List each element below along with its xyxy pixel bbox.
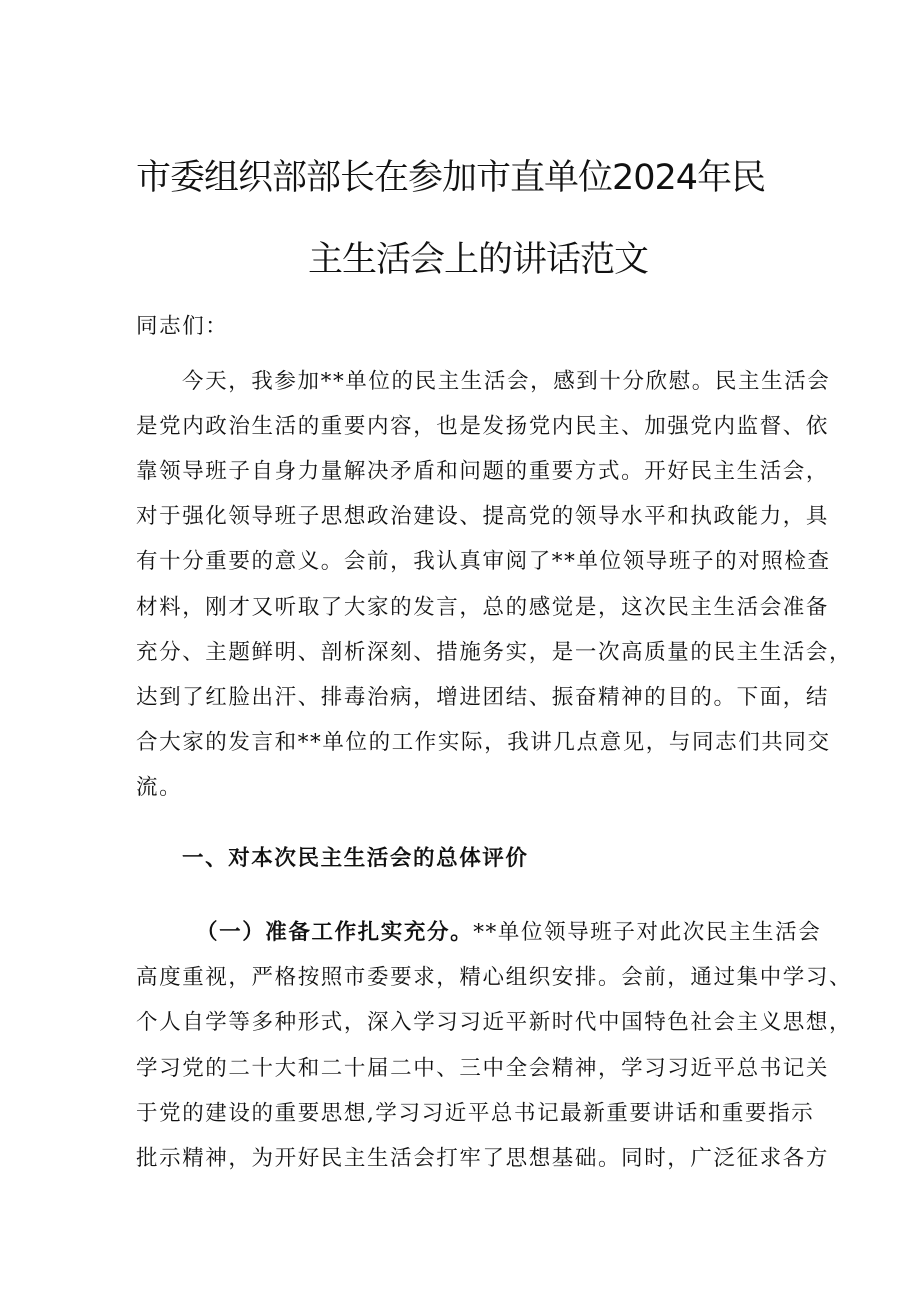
paragraph-1-line: 今天，我参加**单位的民主生活会，感到十分欣慰。民主生活会 bbox=[182, 369, 831, 394]
paragraph-1-line: 充分、主题鲜明、剖析深刻、措施务实，是一次高质量的民主生活会， bbox=[136, 640, 853, 665]
paragraph-1-line: 材料，刚才又听取了大家的发言，总的感觉是，这次民主生活会准备 bbox=[136, 595, 830, 620]
section-1-heading: 一、对本次民主生活会的总体评价 bbox=[182, 846, 529, 871]
paragraph-1-line: 流。 bbox=[136, 775, 183, 800]
salutation: 同志们： bbox=[136, 314, 229, 339]
subsection-1-first-line-rest: **单位领导班子对此次民主生活会 bbox=[473, 920, 822, 945]
subsection-1-first-line bbox=[196, 918, 866, 948]
paragraph-1-line: 是党内政治生活的重要内容，也是发扬党内民主、加强党内监督、依 bbox=[136, 414, 830, 439]
document-title-line-1: 市委组织部部长在参加市直单位2024年民 bbox=[136, 158, 766, 198]
subsection-1-line: 学习党的二十大和二十届二中、三中全会精神，学习习近平总书记关 bbox=[136, 1056, 830, 1081]
subsection-1-title: （一）准备工作扎实充分。 bbox=[196, 920, 474, 945]
paragraph-1-line: 对于强化领导班子思想政治建设、提高党的领导水平和执政能力，具 bbox=[136, 504, 830, 529]
paragraph-1-line: 有十分重要的意义。会前，我认真审阅了**单位领导班子的对照检查 bbox=[136, 549, 831, 574]
paragraph-1-line: 靠领导班子自身力量解决矛盾和问题的重要方式。开好民主生活会， bbox=[136, 459, 830, 484]
subsection-1-line: 于党的建设的重要思想,学习习近平总书记最新重要讲话和重要指示 bbox=[136, 1101, 815, 1126]
subsection-1-line: 个人自学等多种形式，深入学习习近平新时代中国特色社会主义思想， bbox=[136, 1010, 853, 1035]
subsection-1-line: 批示精神，为开好民主生活会打牢了思想基础。同时，广泛征求各方 bbox=[136, 1146, 830, 1171]
subsection-1-line: 高度重视，严格按照市委要求，精心组织安排。会前，通过集中学习、 bbox=[136, 965, 853, 990]
paragraph-1-line: 合大家的发言和**单位的工作实际，我讲几点意见，与同志们共同交 bbox=[136, 730, 831, 755]
document-title-line-2: 主生活会上的讲话范文 bbox=[308, 240, 649, 280]
paragraph-1-line: 达到了红脸出汗、排毒治病，增进团结、振奋精神的目的。下面，结 bbox=[136, 685, 830, 710]
